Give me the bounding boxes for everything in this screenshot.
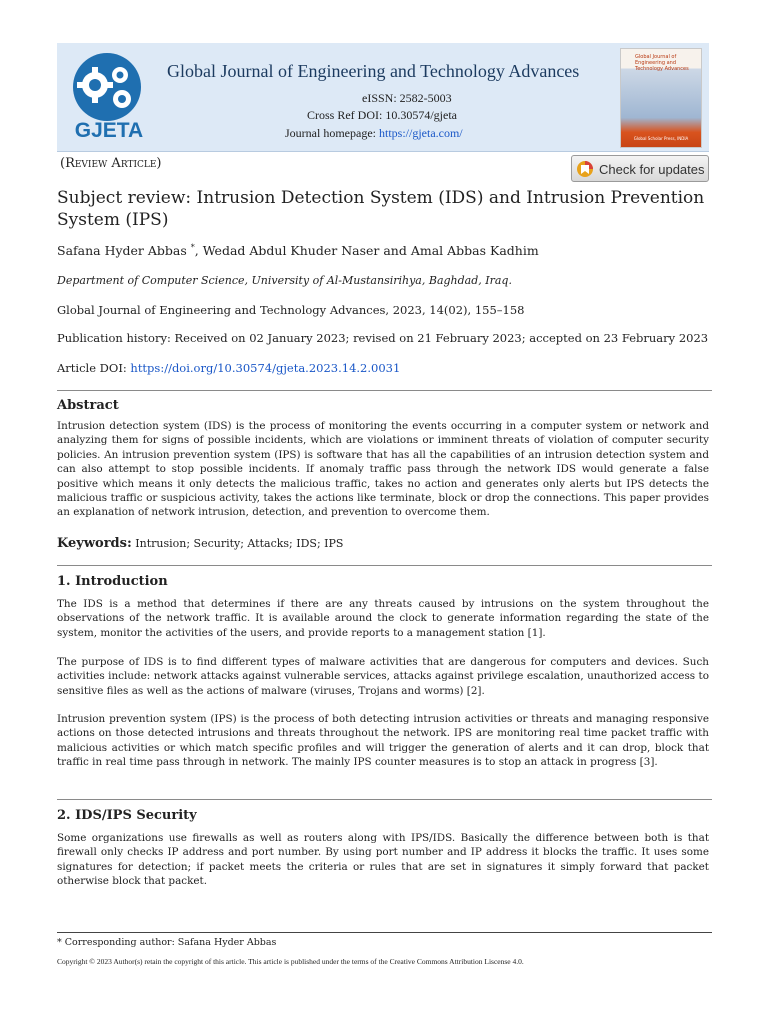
corresponding-author: * Corresponding author: Safana Hyder Abbas [57, 937, 277, 948]
journal-homepage [285, 126, 463, 141]
logo-text: GJETA [74, 119, 144, 142]
divider [57, 799, 712, 800]
introduction-heading: 1. Introduction [57, 574, 168, 589]
affiliation: Department of Computer Science, University of Al-Mustansirihya, Baghdad, Iraq. [57, 274, 512, 287]
eissn: eISSN: 2582-5003 [362, 91, 452, 105]
divider [57, 565, 712, 566]
introduction-paragraph-1: The IDS is a method that determines if there are any threats caused by intrusions on the system throughout the observations of the network traffic. It is available around the clock to generate information regarding the state of the system, monitor the activities of the users, and provide reports to a management station [1]. [57, 598, 709, 639]
crossref-doi: Cross Ref DOI: 10.30574/gjeta [307, 108, 457, 122]
keywords [57, 536, 343, 551]
doi-link[interactable]: https://doi.org/10.30574/gjeta.2023.14.2.0031 [130, 361, 401, 375]
corresponding-mark: * [190, 243, 195, 252]
journal-header [57, 43, 709, 152]
introduction-paragraph-2: The purpose of IDS is to find different types of malware activities that are dangerous for computers and devices. Such activities include: network attacks against vulnerable services, attacks against privilege escalation, unauthorized access to sensitive files as well as the actions of malware (viruses, Trojans and worms) [2]. [57, 656, 709, 697]
check-for-updates-button[interactable] [571, 155, 709, 182]
citation: Global Journal of Engineering and Technology Advances, 2023, 14(02), 155–158 [57, 303, 525, 317]
introduction-paragraph-3: Intrusion prevention system (IPS) is the process of both detecting intrusion activities or threats and managing responsive actions on those detected intrusions and threats throughout the network. IPS are monitoring real time packet traffic with malicious activities or which match specific profiles and will trigger the generation of alerts and it can drop, block that traffic in real time pass through in network. The mainly IPS counter measures is to stop an attack in progress [3]. [57, 713, 709, 769]
authors [57, 243, 539, 258]
abstract-text: Intrusion detection system (IDS) is the process of monitoring the events occurring in a computer system or network and analyzing them for signs of possible incidents, which are violations or imminent threats of violation of computer security policies. An intrusion prevention system (IPS) is software that has all the capabilities of an intrusion detection system and can also attempt to stop possible incidents. If anomaly traffic pass through the network IDS would generate a false positive which means it only detects the malicious traffic, takes no action and generates only alerts but IPS detects the malicious traffic or suspicious activity, takes the actions like terminate, block or drop the connections. This paper provides an explanation of network intrusion, detection, and prevention to overcome them. [57, 420, 709, 519]
article-type: (Review Article) [60, 156, 162, 171]
article-doi [57, 361, 400, 375]
abstract-heading: Abstract [57, 398, 119, 413]
check-updates-icon [576, 160, 594, 178]
copyright: Copyright © 2023 Author(s) retain the copyright of this article. This article is published under the terms of the Creative Commons Attribution Liscense 4.0. [57, 957, 524, 966]
publication-history: Publication history: Received on 02 January 2023; revised on 21 February 2023; accepted on 23 February 2023 [57, 331, 709, 345]
author-rest: , Wedad Abdul Khuder Naser and Amal Abbas Kadhim [194, 243, 539, 259]
journal-name: Global Journal of Engineering and Technology Advances [167, 61, 580, 81]
divider [57, 390, 712, 391]
homepage-label: Journal homepage: [285, 126, 379, 140]
keywords-value: Intrusion; Security; Attacks; IDS; IPS [131, 537, 344, 550]
journal-cover-image [620, 48, 702, 148]
author-first: Safana Hyder Abbas [57, 243, 191, 259]
homepage-link[interactable]: https://gjeta.com/ [378, 126, 463, 140]
section2-paragraph-1: Some organizations use firewalls as well as routers along with IPS/IDS. Basically the difference between both is that firewall only checks IP address and port number. By using port number and IP address it blocks the traffic. It uses some signatures for detection; if packet meets the criteria or rules that are set in signatures it simply forward that packet otherwise block that packet. [57, 832, 709, 888]
cover-title: Global Journal of Engineering and Technology Advances [635, 54, 689, 72]
section2-heading: 2. IDS/IPS Security [57, 808, 197, 823]
cover-footer: Global Scholar Press, INDIA [633, 136, 689, 141]
keywords-label: Keywords: [57, 536, 132, 551]
check-updates-label: Check for updates [599, 162, 705, 177]
doi-label: Article DOI: [57, 361, 131, 375]
article-title: Subject review: Intrusion Detection System (IDS) and Intrusion Prevention System (IPS) [57, 188, 705, 230]
footnote-divider [57, 932, 712, 933]
